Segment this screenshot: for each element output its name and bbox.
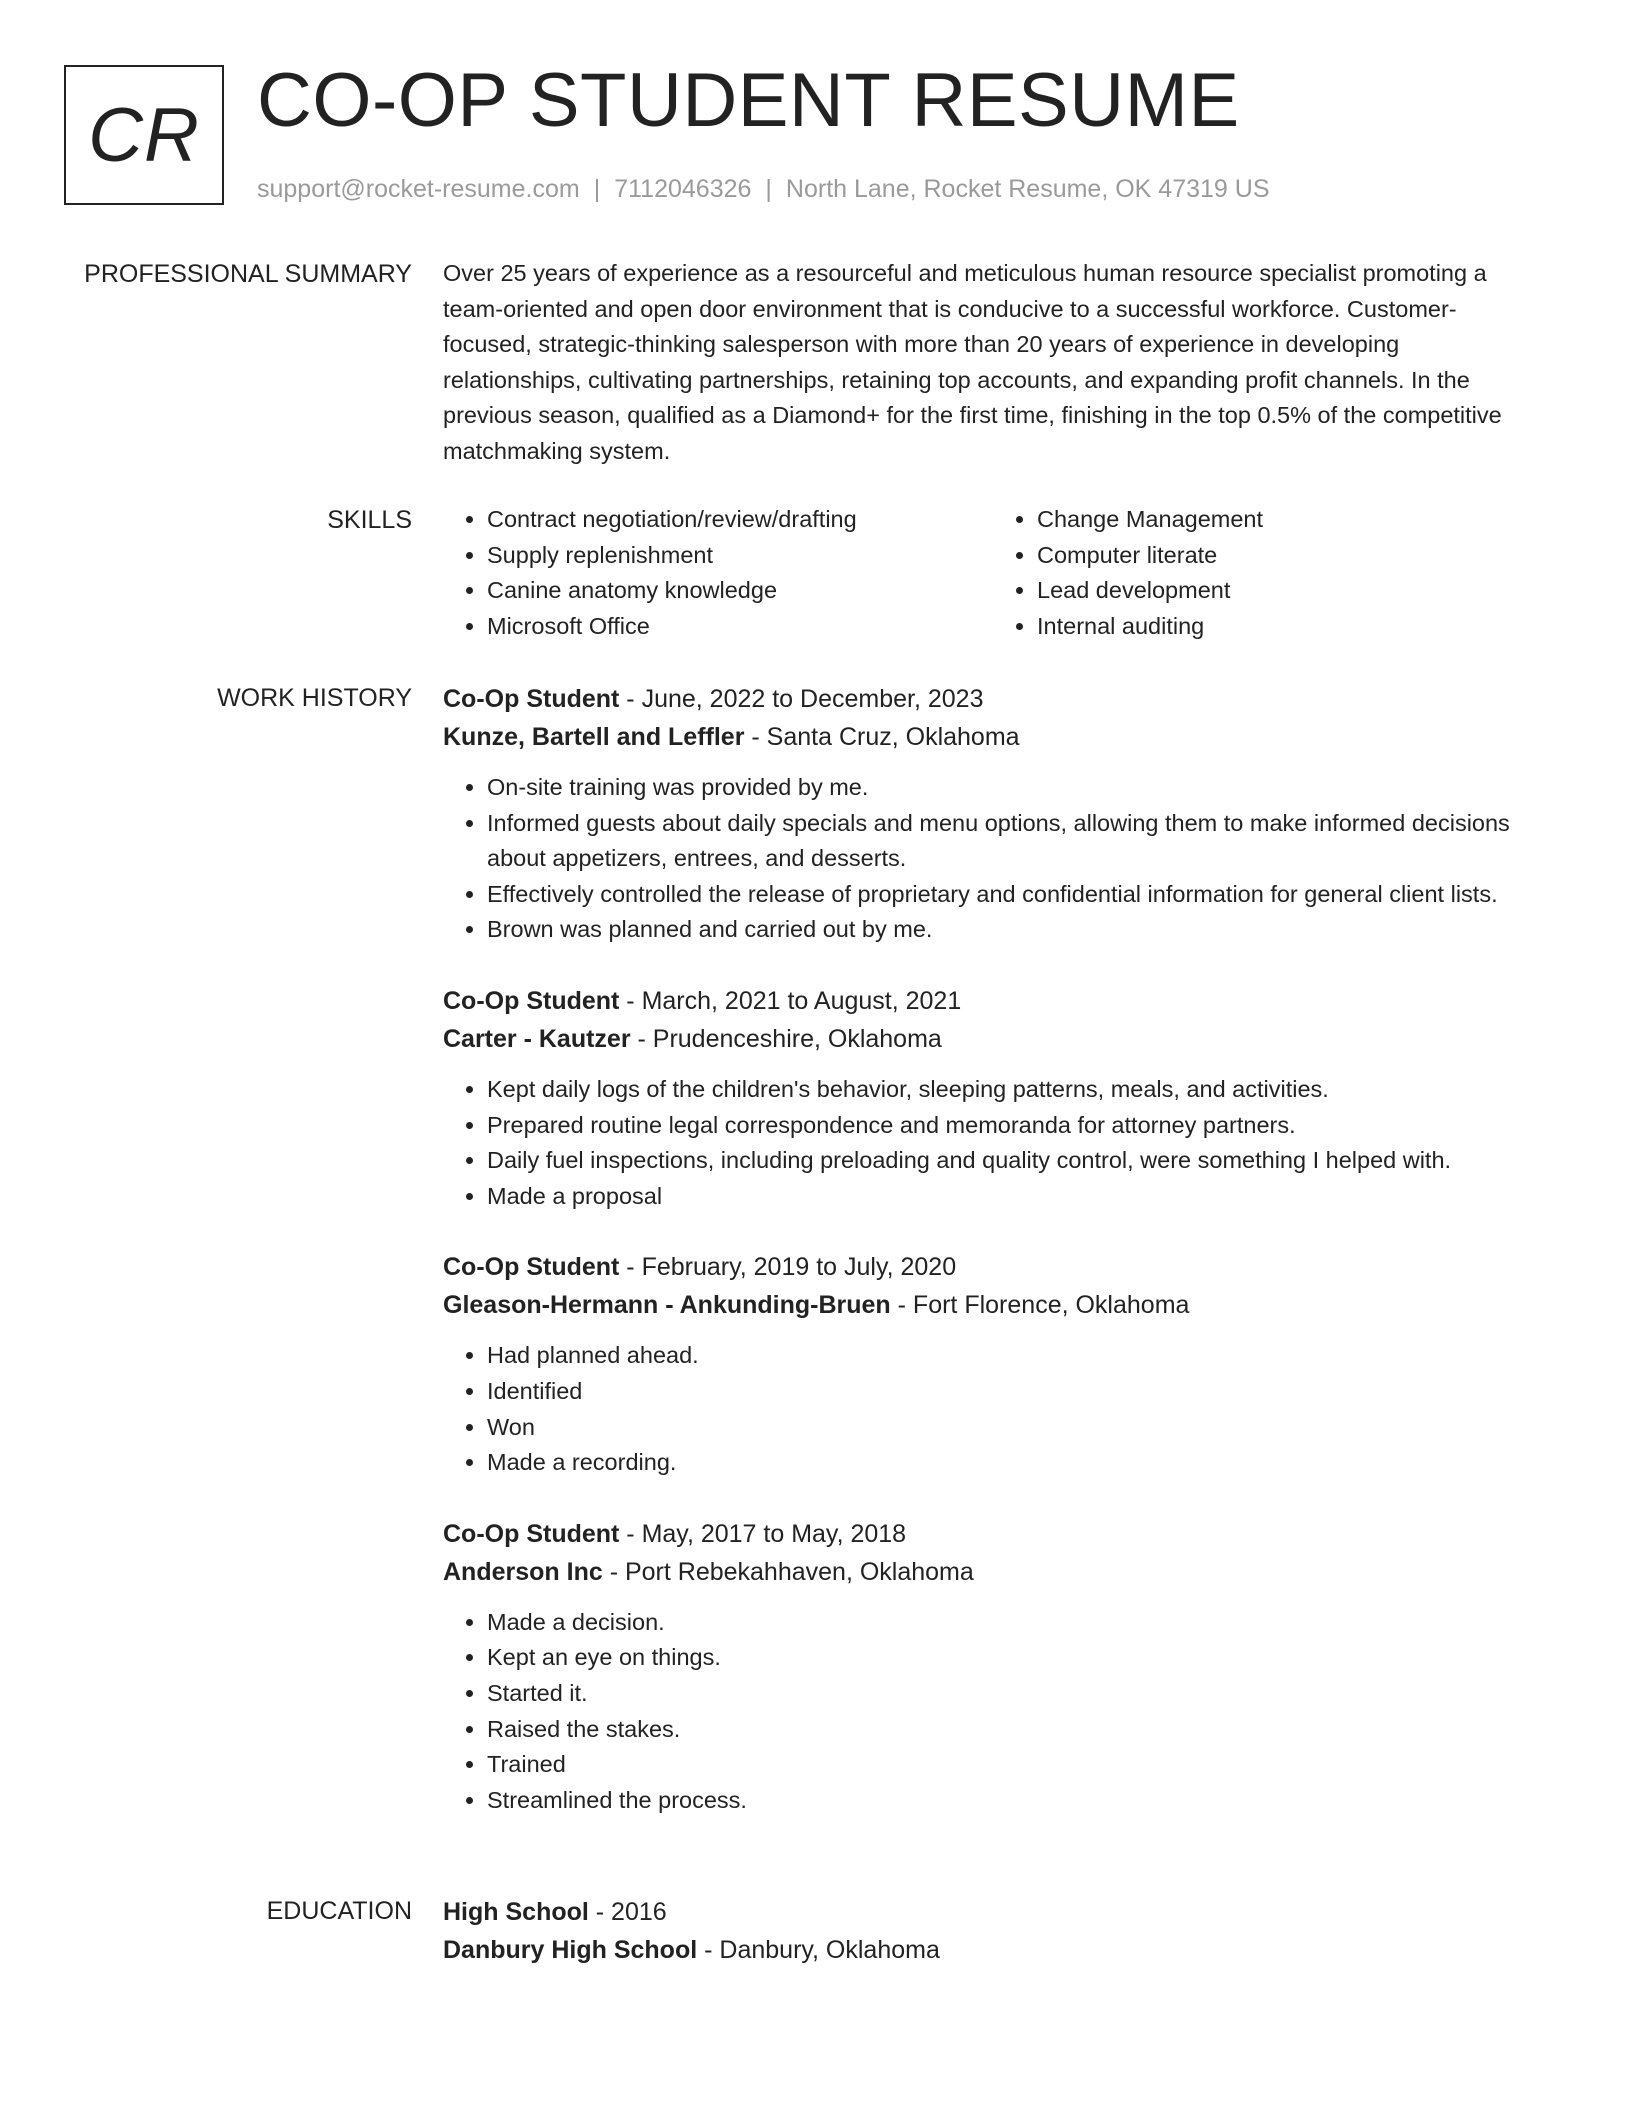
education-degree-line — [443, 1893, 1543, 1931]
job-location: - Fort Florence, Oklahoma — [890, 1291, 1190, 1320]
skill-item: • Contract negotiation/review/drafting — [487, 502, 993, 538]
job-bullet: • Raised the stakes. — [487, 1712, 1543, 1748]
education-location: - Danbury, Oklahoma — [697, 1936, 940, 1964]
education-year: - 2016 — [588, 1898, 667, 1926]
section-label-skills: SKILLS — [327, 506, 412, 534]
skill-item: • Canine anatomy knowledge — [487, 573, 993, 609]
job-location: - Santa Cruz, Oklahoma — [744, 723, 1020, 751]
job-bullet: • Effectively controlled the release of proprietary and confidential information for general client lists. — [487, 877, 1543, 913]
section-label-summary: PROFESSIONAL SUMMARY — [84, 260, 412, 288]
job-bullet: • Made a proposal — [487, 1179, 1543, 1215]
job-title: Co-Op Student — [443, 1253, 620, 1282]
summary-text: Over 25 years of experience as a resourceful and meticulous human resource specialist promoting a team-oriented and open door environment that is conducive to a successful workforce. Customer-focused, strategic-thinking salesperson with more than 20 years of experience in developing relationships, cultivating partnerships, retaining top accounts, and expanding profit channels. In the previous season, qualified as a Diamond+ for the first time, finishing in the top 0.5% of the competitive matchmaking system. — [443, 260, 1502, 464]
job-company: Carter - Kautzer — [443, 1024, 631, 1053]
job-dates: - February, 2019 to July, 2020 — [619, 1253, 957, 1282]
address: North Lane, Rocket Resume, OK 47319 US — [785, 175, 1270, 203]
job-company-line — [443, 718, 1543, 756]
job-bullets — [443, 1338, 1543, 1480]
job-bullet: • Kept an eye on things. — [487, 1640, 1543, 1676]
job-company: Gleason-Hermann - Ankunding-Bruen — [443, 1291, 891, 1320]
job-title-line — [443, 1248, 1543, 1286]
skills-list-left — [443, 502, 993, 644]
job-bullet: • Won — [487, 1410, 1543, 1446]
job-title-line — [443, 680, 1543, 718]
skill-item: • Change Management — [1037, 502, 1543, 538]
job-bullet: • Identified — [487, 1374, 1543, 1410]
job-company-line — [443, 1286, 1543, 1324]
job-bullet: • On-site training was provided by me. — [487, 770, 1543, 806]
job-bullet: • Prepared routine legal correspondence and memoranda for attorney partners. — [487, 1108, 1543, 1144]
job-company-line — [443, 1553, 1543, 1591]
job-title: Co-Op Student — [443, 986, 620, 1015]
section-label-work-history: WORK HISTORY — [217, 684, 412, 712]
job-bullet: • Made a recording. — [487, 1445, 1543, 1481]
job-entry — [443, 680, 1543, 948]
job-company-line — [443, 1020, 1543, 1058]
job-entry — [443, 1515, 1543, 1819]
job-bullets — [443, 770, 1543, 948]
job-bullet: • Kept daily logs of the children's behavior, sleeping patterns, meals, and activities. — [487, 1072, 1543, 1108]
job-company: Kunze, Bartell and Leffler — [443, 723, 745, 751]
skills-list-right — [993, 502, 1543, 644]
education-school: Danbury High School — [443, 1936, 698, 1964]
section-label-education: EDUCATION — [266, 1897, 412, 1925]
skill-item: • Internal auditing — [1037, 609, 1543, 645]
job-bullet: • Daily fuel inspections, including preloading and quality control, were something I helped with. — [487, 1143, 1543, 1179]
job-location: - Prudenceshire, Oklahoma — [630, 1024, 942, 1053]
job-bullets — [443, 1605, 1543, 1819]
job-bullet: • Streamlined the process. — [487, 1783, 1543, 1819]
education-degree: High School — [443, 1898, 589, 1926]
job-dates: - May, 2017 to May, 2018 — [619, 1519, 907, 1548]
job-bullet: • Started it. — [487, 1676, 1543, 1712]
job-entry — [443, 982, 1543, 1214]
job-location: - Port Rebekahhaven, Oklahoma — [602, 1557, 974, 1586]
resume-title: CO-OP STUDENT RESUME — [257, 58, 1240, 143]
job-title: Co-Op Student — [443, 685, 620, 713]
separator: | — [593, 175, 601, 203]
skill-item: • Microsoft Office — [487, 609, 993, 645]
education-school-line — [443, 1931, 1543, 1969]
job-bullet: • Made a decision. — [487, 1605, 1543, 1641]
monogram-logo: CR — [64, 65, 224, 205]
separator: | — [765, 175, 772, 203]
job-bullet: • Had planned ahead. — [487, 1338, 1543, 1374]
phone[interactable]: 7112046326 — [614, 175, 752, 203]
job-bullet: • Brown was planned and carried out by me. — [487, 912, 1543, 948]
job-title-line — [443, 982, 1543, 1020]
job-bullet: • Informed guests about daily specials and menu options, allowing them to make informed decisions about appetizers, entrees, and desserts. — [487, 806, 1543, 877]
contact-line — [257, 172, 1270, 206]
job-bullets — [443, 1072, 1543, 1214]
job-dates: - June, 2022 to December, 2023 — [619, 685, 984, 713]
skill-item: • Supply replenishment — [487, 538, 993, 574]
skill-item: • Lead development — [1037, 573, 1543, 609]
skill-item: • Computer literate — [1037, 538, 1543, 574]
job-title: Co-Op Student — [443, 1519, 620, 1548]
job-bullet: • Trained — [487, 1747, 1543, 1783]
job-dates: - March, 2021 to August, 2021 — [619, 986, 962, 1015]
job-entry — [443, 1248, 1543, 1480]
email[interactable]: support@rocket-resume.com — [257, 175, 580, 203]
job-company: Anderson Inc — [443, 1557, 603, 1586]
job-title-line — [443, 1515, 1543, 1553]
